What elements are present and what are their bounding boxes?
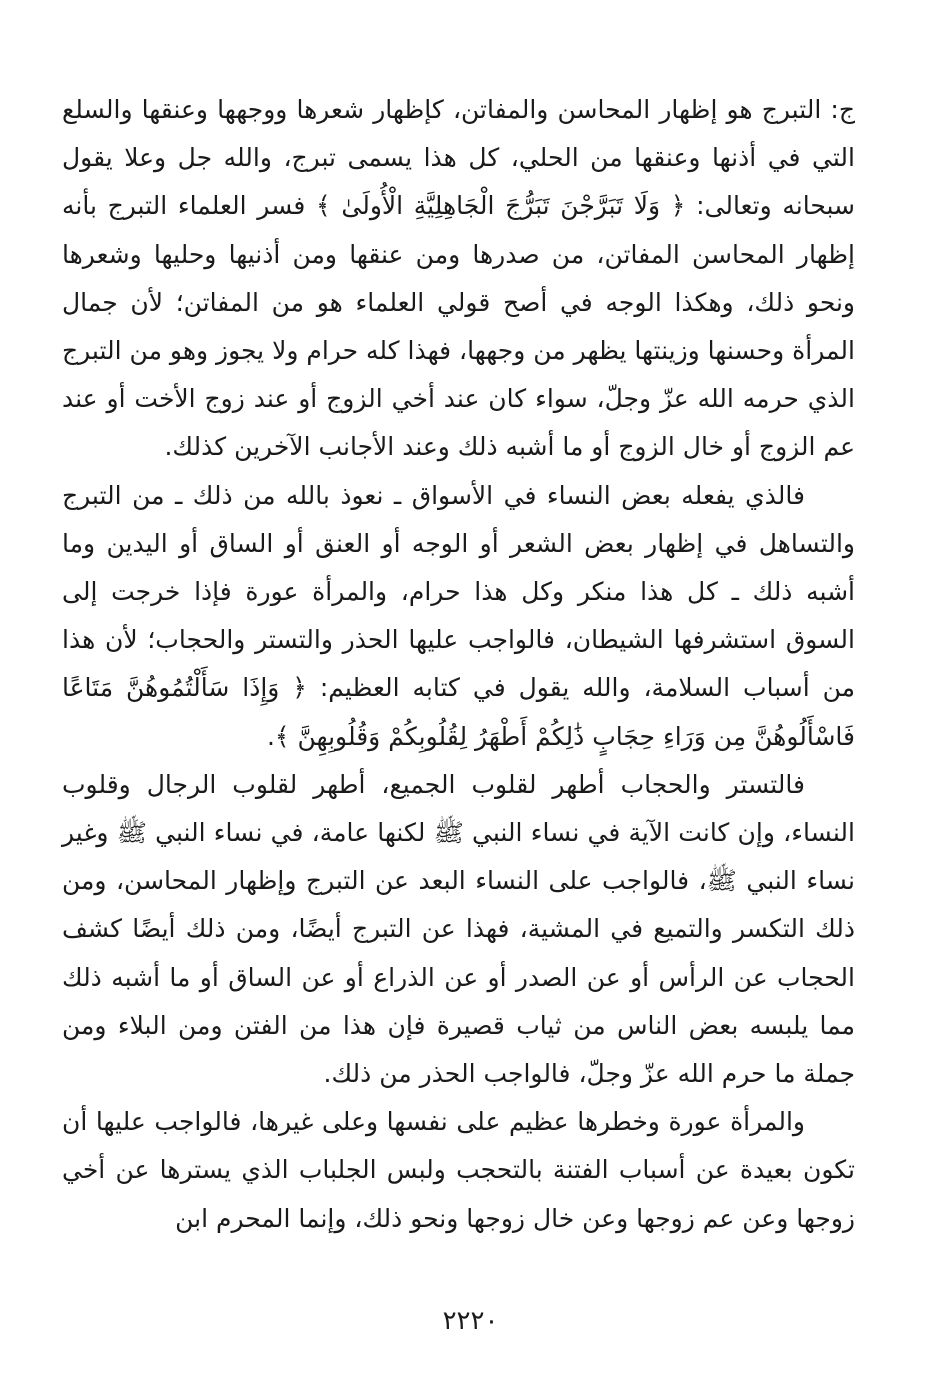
- page-number: ٢٢٢٠: [442, 1306, 499, 1336]
- paragraph-answer: ج: التبرج هو إظهار المحاسن والمفاتن، كإظهار شعرها ووجهها وعنقها والسلع التي في أذنها وعنقها من الحلي، كل هذا يسمى تبرج، والله جل وعلا يقول سبحانه وتعالى: ﴿ وَلَا تَبَرَّجْنَ تَبَرُّجَ الْجَاهِلِيَّةِ الْأُولَىٰ ﴾ فسر العلماء التبرج بأنه إظهار المحاسن المفاتن، من صدرها ومن عنقها ومن أذنيها وحليها وشعرها ونحو ذلك، وهكذا الوجه في أصح قولي العلماء هو من المفاتن؛ لأن جمال المرأة وحسنها وزينتها يظهر من وجهها، فهذا كله حرام ولا يجوز وهو من التبرج الذي حرمه الله عزّ وجلّ، سواء كان عند أخي الزوج أو عند زوج الأخت أو عند عم الزوج أو خال الزوج أو ما أشبه ذلك وعند الأجانب الآخرين كذلك.: [62, 95, 855, 462]
- paragraph-woman: والمرأة عورة وخطرها عظيم على نفسها وعلى غيرها، فالواجب عليها أن تكون بعيدة عن أسباب الفتنة بالتحجب ولبس الجلباب الذي يسترها عن أخي زوجها وعن عم زوجها وعن خال زوجها ونحو ذلك، وإنما المحرم ابن: [62, 1107, 855, 1233]
- paragraph-markets: فالذي يفعله بعض النساء في الأسواق ـ نعوذ بالله من ذلك ـ من التبرج والتساهل في إظهار بعض الشعر أو الوجه أو العنق أو الساق أو اليدين وما أشبه ذلك ـ كل هذا منكر وكل هذا حرام، والمرأة عورة فإذا خرجت إلى السوق استشرفها الشيطان، فالواجب عليها الحذر والتستر والحجاب؛ لأن هذا من أسباب السلامة، والله يقول في كتابه العظيم: ﴿ وَإِذَا سَأَلْتُمُوهُنَّ مَتَاعًا فَاسْأَلُوهُنَّ مِن وَرَاءِ حِجَابٍ ذَٰلِكُمْ أَطْهَرُ لِقُلُوبِكُمْ وَقُلُوبِهِنَّ ﴾.: [62, 480, 855, 751]
- page-body: [62, 86, 855, 1243]
- paragraph-hijab: فالتستر والحجاب أطهر لقلوب الجميع، أطهر لقلوب الرجال وقلوب النساء، وإن كانت الآية في نساء النبي ﷺ لكنها عامة، في نساء النبي ﷺ وغير نساء النبي ﷺ، فالواجب على النساء البعد عن التبرج وإظهار المحاسن، ومن ذلك التكسر والتميع في المشية، فهذا عن التبرج أيضًا، ومن ذلك أيضًا كشف الحجاب عن الرأس أو عن الصدر أو عن الذراع أو عن الساق أو ما أشبه ذلك مما يلبسه بعض الناس من ثياب قصيرة فإن هذا من الفتن ومن البلاء ومن جملة ما حرم الله عزّ وجلّ، فالواجب الحذر من ذلك.: [62, 769, 855, 1089]
